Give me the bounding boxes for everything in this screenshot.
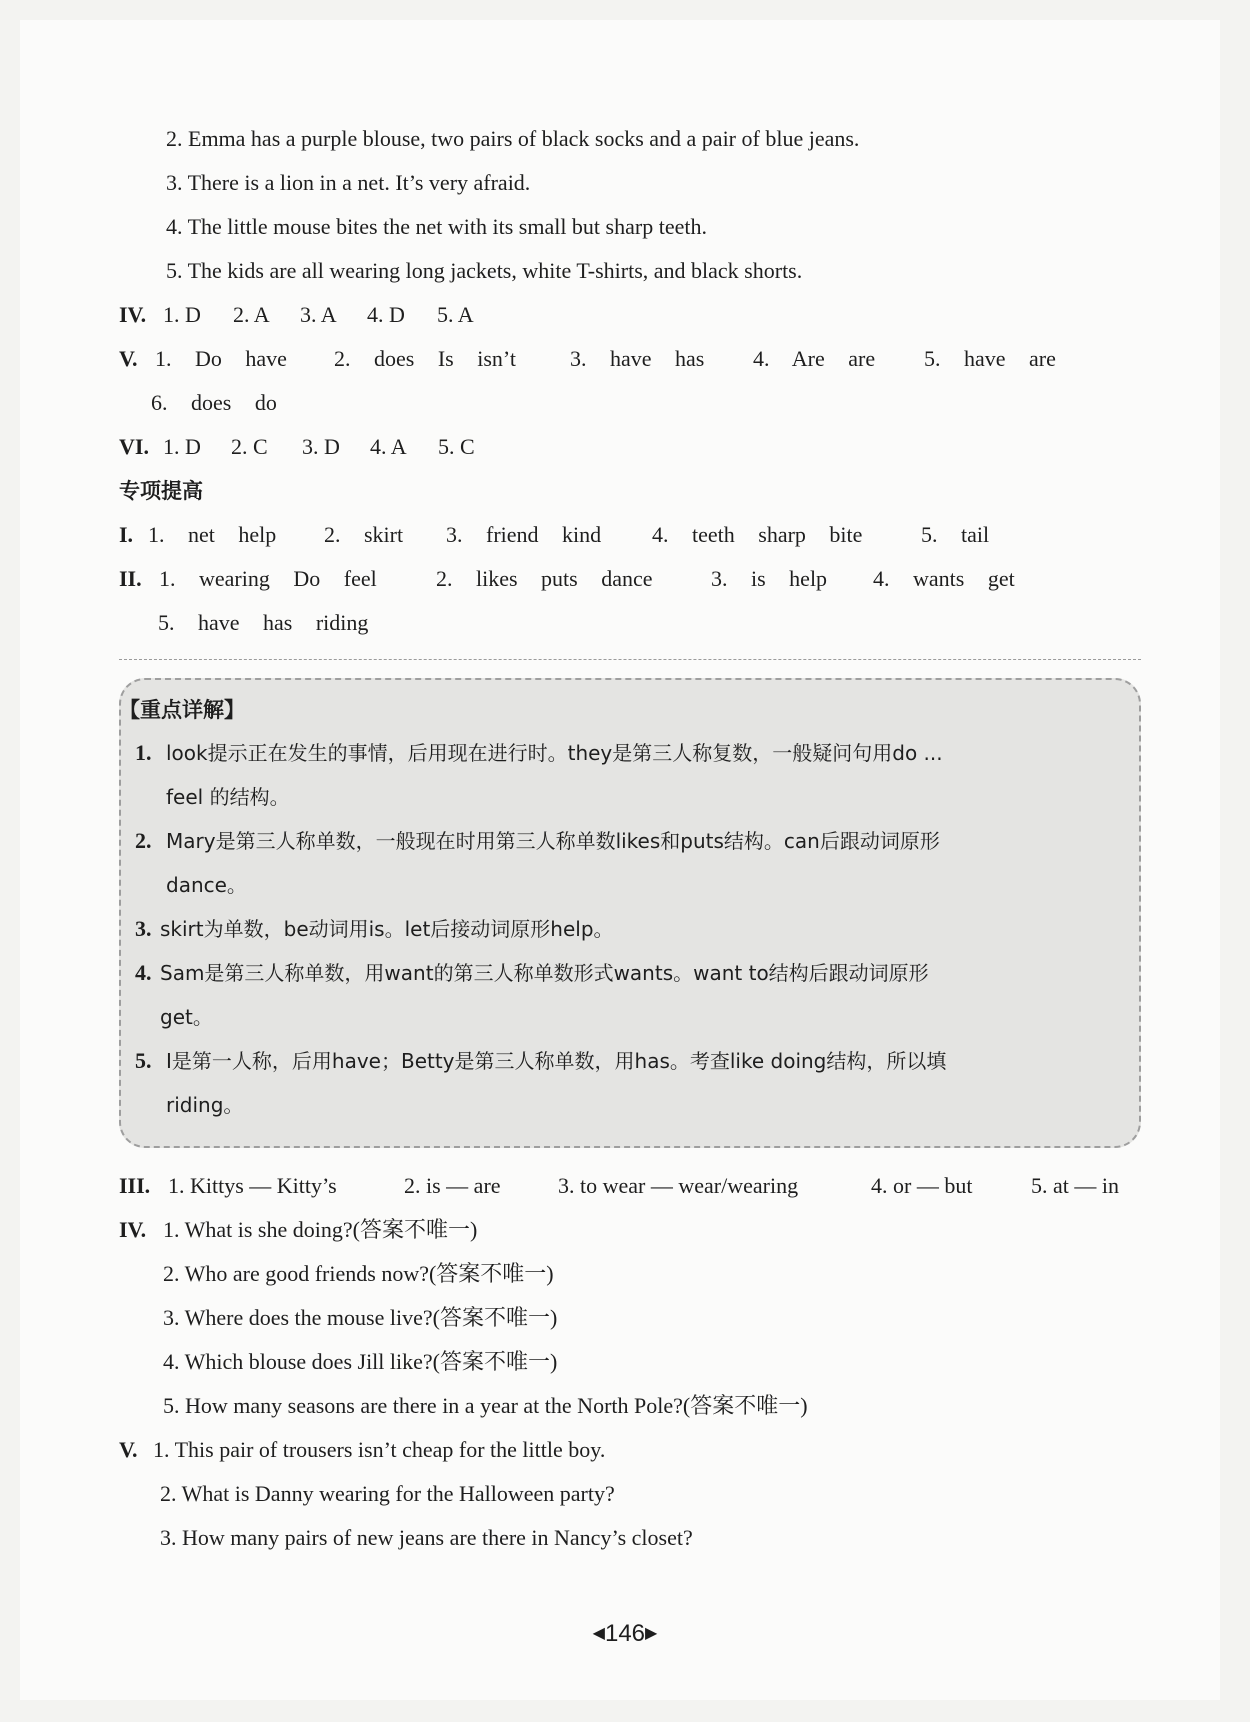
answer: 3. have has bbox=[570, 346, 705, 371]
answer: 2. likes puts dance bbox=[436, 566, 653, 591]
answer: 5. have are bbox=[924, 346, 1056, 371]
section-heading: 专项提高 bbox=[119, 479, 203, 503]
triangle-right-icon: ▶ bbox=[645, 1625, 658, 1642]
answer: 5. C bbox=[438, 434, 475, 459]
item-number: 4. bbox=[135, 960, 152, 985]
answer: 4. D bbox=[367, 302, 405, 327]
section-label: VI. bbox=[119, 434, 149, 459]
section-divider bbox=[119, 659, 1141, 660]
answer: 1. net help bbox=[148, 522, 277, 547]
item-text: look提示正在发生的事情，后用现在进行时。they是第三人称复数，一般疑问句用do ... bbox=[166, 741, 943, 765]
answer-line-4: 4. The little mouse bites the net with its small but sharp teeth. bbox=[166, 214, 707, 239]
answer: 4. Which blouse does Jill like?(答案不唯一) bbox=[163, 1349, 558, 1374]
section-label: IV. bbox=[119, 302, 147, 327]
answer: 3. How many pairs of new jeans are there in Nancy’s closet? bbox=[160, 1525, 693, 1550]
item-text: skirt为单数，be动词用is。let后接动词原形help。 bbox=[160, 917, 614, 941]
answer-line-5: 5. The kids are all wearing long jackets, white T-shirts, and black shorts. bbox=[166, 258, 803, 283]
answer: 1. Kittys — Kitty’s bbox=[168, 1173, 337, 1198]
answer: 4. A bbox=[370, 434, 407, 459]
answer: 4. teeth sharp bite bbox=[652, 522, 863, 547]
answer: 3. A bbox=[300, 302, 337, 327]
answer: 3. Where does the mouse live?(答案不唯一) bbox=[163, 1305, 558, 1330]
section-label: III. bbox=[119, 1173, 151, 1198]
answer: 3. D bbox=[302, 434, 340, 459]
item-text: Sam是第三人称单数，用want的第三人称单数形式wants。want to结构后跟动词原形 bbox=[160, 961, 929, 985]
section-v-cont: 6. does do bbox=[151, 390, 277, 415]
item-text-cont: feel 的结构。 bbox=[166, 785, 290, 809]
answer: 1. wearing Do feel bbox=[159, 566, 377, 591]
item-number: 5. bbox=[135, 1048, 152, 1073]
answer: 2. skirt bbox=[324, 522, 404, 547]
item-text: Mary是第三人称单数，一般现在时用第三人称单数likes和puts结构。can后跟动词原形 bbox=[166, 829, 940, 853]
answer: 1. D bbox=[163, 434, 201, 459]
section-label: II. bbox=[119, 566, 142, 591]
item-number: 2. bbox=[135, 828, 152, 853]
section-label: V. bbox=[119, 346, 138, 371]
section-label: I. bbox=[119, 522, 134, 547]
item-text-cont: dance。 bbox=[166, 873, 247, 897]
answer: 3. to wear — wear/wearing bbox=[558, 1173, 799, 1198]
answer: 1. What is she doing?(答案不唯一) bbox=[163, 1217, 478, 1242]
answer: 1. Do have bbox=[155, 346, 287, 371]
answer: 1. D bbox=[163, 302, 201, 327]
answer: 2. A bbox=[233, 302, 270, 327]
answer-line-3: 3. There is a lion in a net. It’s very afraid. bbox=[166, 170, 531, 195]
answer: 2. is — are bbox=[404, 1173, 501, 1198]
section-ii-cont: 5. have has riding bbox=[158, 610, 369, 635]
answer: 3. is help bbox=[711, 566, 828, 591]
section-label: V. bbox=[119, 1437, 138, 1462]
answer: 5. tail bbox=[921, 522, 990, 547]
answer: 2. does Is isn’t bbox=[334, 346, 516, 371]
triangle-left-icon: ◀ bbox=[592, 1625, 605, 1642]
answer: 1. This pair of trousers isn’t cheap for the little boy. bbox=[153, 1437, 606, 1462]
answer: 2. What is Danny wearing for the Halloween party? bbox=[160, 1481, 615, 1506]
answer: 5. How many seasons are there in a year at the North Pole?(答案不唯一) bbox=[163, 1393, 808, 1418]
answer: 2. Who are good friends now?(答案不唯一) bbox=[163, 1261, 554, 1286]
item-text-cont: get。 bbox=[160, 1005, 213, 1029]
answer-line-2: 2. Emma has a purple blouse, two pairs of black socks and a pair of blue jeans. bbox=[166, 126, 860, 151]
item-number: 1. bbox=[135, 740, 152, 765]
answer: 4. or — but bbox=[871, 1173, 973, 1198]
page-number-text: 146 bbox=[604, 1620, 646, 1647]
answer: 5. at — in bbox=[1031, 1173, 1119, 1198]
answer: 3. friend kind bbox=[446, 522, 602, 547]
item-text: I是第一人称，后用have；Betty是第三人称单数，用has。考查like doing结构，所以填 bbox=[166, 1049, 947, 1073]
section-label: IV. bbox=[119, 1217, 147, 1242]
answer: 2. C bbox=[231, 434, 268, 459]
answer: 4. Are are bbox=[753, 346, 876, 371]
item-number: 3. bbox=[135, 916, 152, 941]
answer: 5. A bbox=[437, 302, 474, 327]
explanation-title: 【重点详解】 bbox=[119, 698, 245, 722]
page-number bbox=[0, 1620, 1250, 1648]
answer: 4. wants get bbox=[873, 566, 1015, 591]
item-text-cont: riding。 bbox=[166, 1093, 244, 1117]
